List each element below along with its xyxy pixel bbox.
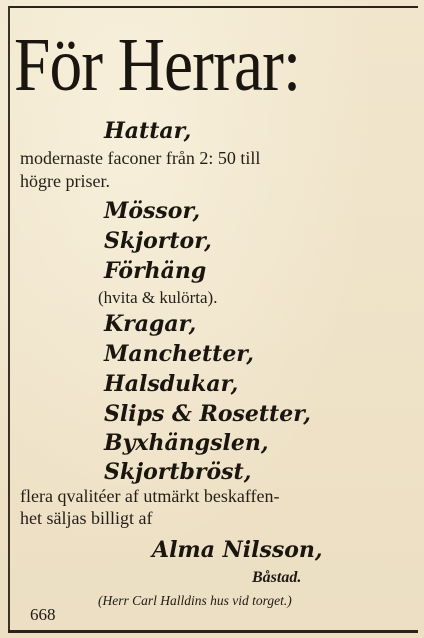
item-skjortbrost: Skjortbröst, [104,459,252,485]
ad-number: 668 [30,605,56,624]
seller-name: Alma Nilsson, [152,537,323,563]
item-mossor: Mössor, [104,198,201,224]
bottom-border-rule [8,630,418,633]
item-kragar: Kragar, [104,311,197,337]
item-manchetter: Manchetter, [104,341,254,367]
top-border-rule [8,6,418,8]
seller-place: Båstad. [252,569,302,586]
seller-address: (Herr Carl Halldins hus vid torget.) [98,593,292,608]
item-halsdukar: Halsdukar, [104,371,239,397]
item-slips-rosetter: Slips & Rosetter, [104,401,311,427]
headline: För Herrar: [14,23,301,107]
hats-description-line-1: modernaste faconer från 2: 50 till [20,148,261,168]
hats-description-line-2: högre priser. [20,171,110,191]
quality-line-2: het säljas billigt af [20,508,153,528]
forhang-note: (hvita & kulörta). [98,288,218,307]
item-byxhangslen: Byxhängslen, [104,430,269,456]
item-skjortor: Skjortor, [104,228,212,254]
item-hattar: Hattar, [104,118,192,144]
item-forhang: Förhäng [104,258,207,284]
left-border-rule [8,6,10,632]
quality-line-1: flera qvalitéer af utmärkt beskaffen- [20,486,280,506]
